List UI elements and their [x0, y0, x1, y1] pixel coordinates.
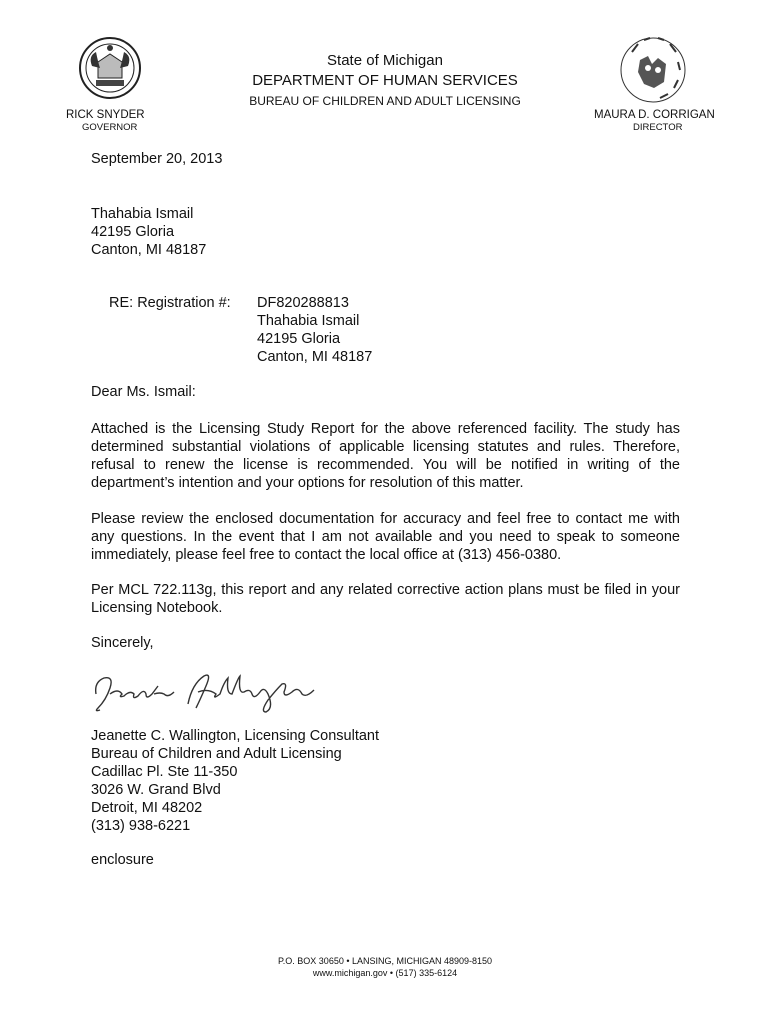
- sender-line: Bureau of Children and Adult Licensing: [91, 746, 342, 762]
- paragraph: Please review the enclosed documentation for accuracy and feel free to contact me with any questions. In the event that I am not available and you need to speak to someone immediately, please feel free to contact the local office at (313) 456-0380.: [91, 511, 680, 563]
- sender-line: Jeanette C. Wallington, Licensing Consultant: [91, 728, 380, 744]
- governor-title: GOVERNOR: [82, 122, 138, 133]
- recipient-line: Thahabia Ismail: [91, 206, 194, 222]
- re-label: RE: Registration #:: [109, 295, 231, 311]
- registration-number: DF820288813: [257, 295, 349, 311]
- sender-line: 3026 W. Grand Blvd: [91, 782, 221, 798]
- recipient-line: Canton, MI 48187: [91, 242, 207, 258]
- footer-contact: www.michigan.gov • (517) 335-6124: [312, 968, 458, 978]
- re-details: [257, 294, 372, 366]
- enclosure-note: enclosure: [91, 852, 154, 868]
- re-line: 42195 Gloria: [257, 331, 341, 347]
- state-name: State of Michigan: [327, 52, 443, 69]
- bureau-name: BUREAU OF CHILDREN AND ADULT LICENSING: [249, 94, 521, 108]
- closing: Sincerely,: [91, 635, 154, 651]
- re-line: Canton, MI 48187: [257, 349, 373, 365]
- sender-line: Detroit, MI 48202: [91, 800, 203, 816]
- footer-address: P.O. BOX 30650 • LANSING, MICHIGAN 48909-8150: [277, 956, 493, 966]
- letter-date: September 20, 2013: [91, 151, 223, 167]
- salutation: Dear Ms. Ismail:: [91, 384, 196, 400]
- re-line: Thahabia Ismail: [257, 313, 360, 329]
- sender-line: (313) 938-6221: [91, 818, 191, 834]
- paragraph: Per MCL 722.113g, this report and any related corrective action plans must be filed in your Licensing Notebook.: [91, 582, 680, 616]
- dhs-logo-icon: [614, 30, 692, 108]
- director-title: DIRECTOR: [633, 122, 683, 133]
- sender-block: [91, 727, 379, 835]
- paragraph: Attached is the Licensing Study Report for the above referenced facility. The study has determined substantial violations of applicable licensing statutes and rules. Therefore, refusal to renew the license is recommended. You will be notified in writing of the department’s intention and your options for resolution of this matter.: [91, 421, 680, 491]
- director-name: MAURA D. CORRIGAN: [594, 109, 715, 121]
- signature: [88, 664, 328, 716]
- sender-line: Cadillac Pl. Ste 11-350: [91, 764, 238, 780]
- department-name: DEPARTMENT OF HUMAN SERVICES: [252, 72, 518, 89]
- governor-name: RICK SNYDER: [66, 109, 145, 121]
- recipient-line: 42195 Gloria: [91, 224, 175, 240]
- recipient-address: [91, 205, 206, 259]
